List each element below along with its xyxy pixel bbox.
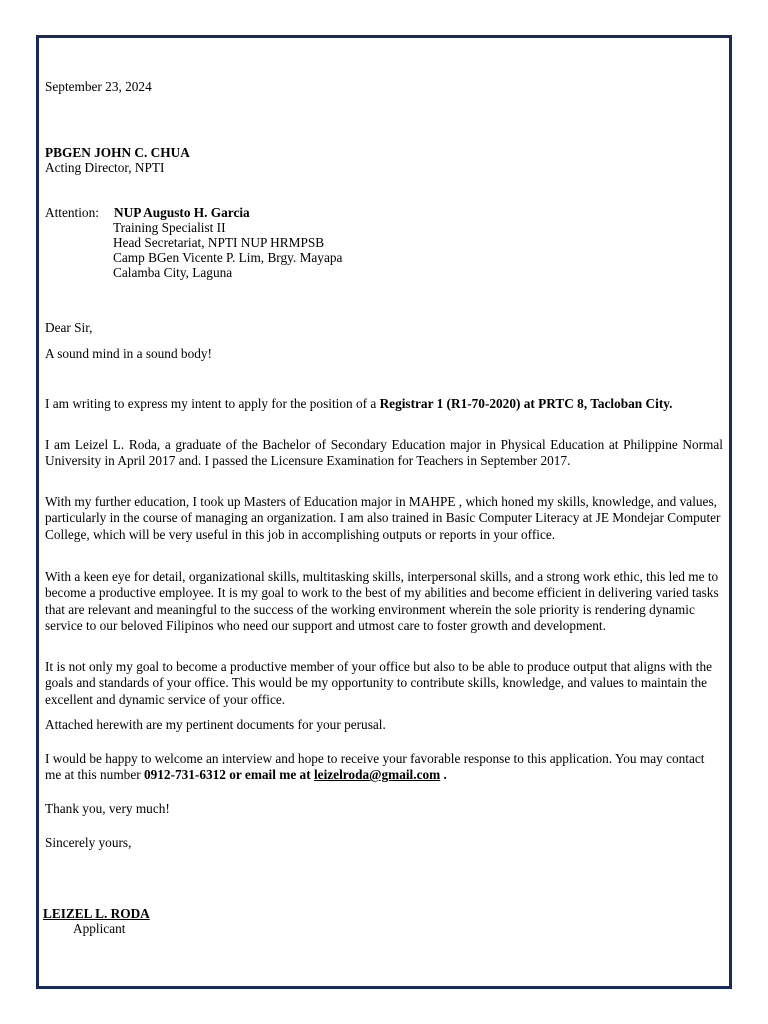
contact-tail: .	[440, 767, 447, 783]
paragraph-goals: It is not only my goal to become a productive member of your office but also to be able to produce output that aligns with the goals and standards of your office. This would be my opportunity to contribute skills, knowledge, and values to maintain the excellent and dynamic service of your office.	[45, 659, 713, 707]
contact-text: I would be happy to welcome an interview and hope to receive your favorable response to this application. You may contact me at this number	[45, 751, 705, 783]
attention-name: NUP Augusto H. Garcia	[114, 205, 250, 220]
email-link[interactable]: leizelroda@gmail.com	[313, 767, 441, 783]
attention-line: Training Specialist II	[113, 220, 226, 235]
paragraph-skills: With a keen eye for detail, organizational skills, multitasking skills, interpersonal skills, and a strong work ethic, this led me to become a productive employee. It is my goal to work to the best of my abilities and become efficient in delivering varied tasks that are relevant and meaningful to the success of the working environment wherein the sole priority is rendering dynamic service to our beloved Filipinos who need our support and utmost care to foster growth and development.	[45, 569, 719, 633]
letter-date: September 23, 2024	[45, 79, 152, 94]
recipient-title: Acting Director, NPTI	[45, 160, 165, 175]
thanks-line: Thank you, very much!	[45, 801, 170, 816]
position-applied: Registrar 1 (R1-70-2020) at PRTC 8, Tacloban City.	[379, 396, 673, 411]
attention-line: Calamba City, Laguna	[113, 265, 233, 280]
paragraph-attachments: Attached herewith are my pertinent documents for your perusal.	[45, 717, 386, 732]
paragraph-background: I am Leizel L. Roda, a graduate of the Bachelor of Secondary Education major in Physical Education at Philippine Normal University in April 2017 and. I passed the Licensure Examination for Teachers in September 2017.	[45, 437, 723, 469]
contact-phone: 0912-731-6312 or email me at	[143, 767, 314, 783]
attention-label: Attention:	[45, 205, 99, 220]
paragraph-intent	[45, 396, 723, 412]
signature-name: LEIZEL L. RODA	[43, 906, 150, 921]
closing-line: Sincerely yours,	[45, 835, 132, 850]
paragraph-contact	[45, 751, 723, 784]
attention-line: Camp BGen Vicente P. Lim, Brgy. Mayapa	[113, 250, 343, 265]
attention-line: Head Secretariat, NPTI NUP HRMPSB	[113, 235, 325, 250]
salutation: Dear Sir,	[45, 320, 93, 335]
paragraph-education: With my further education, I took up Masters of Education major in MAHPE , which honed my skills, knowledge, and values, particularly in the course of managing an organization. I am also trained in Basic Computer Literacy at JE Mondejar Computer College, which will be very useful in this job in accomplishing outputs or reports in your office.	[45, 494, 721, 542]
intent-text: I am writing to express my intent to apply for the position of a	[45, 396, 380, 411]
motto: A sound mind in a sound body!	[45, 346, 212, 361]
recipient-name: PBGEN JOHN C. CHUA	[45, 145, 190, 160]
signature-role: Applicant	[73, 921, 126, 936]
